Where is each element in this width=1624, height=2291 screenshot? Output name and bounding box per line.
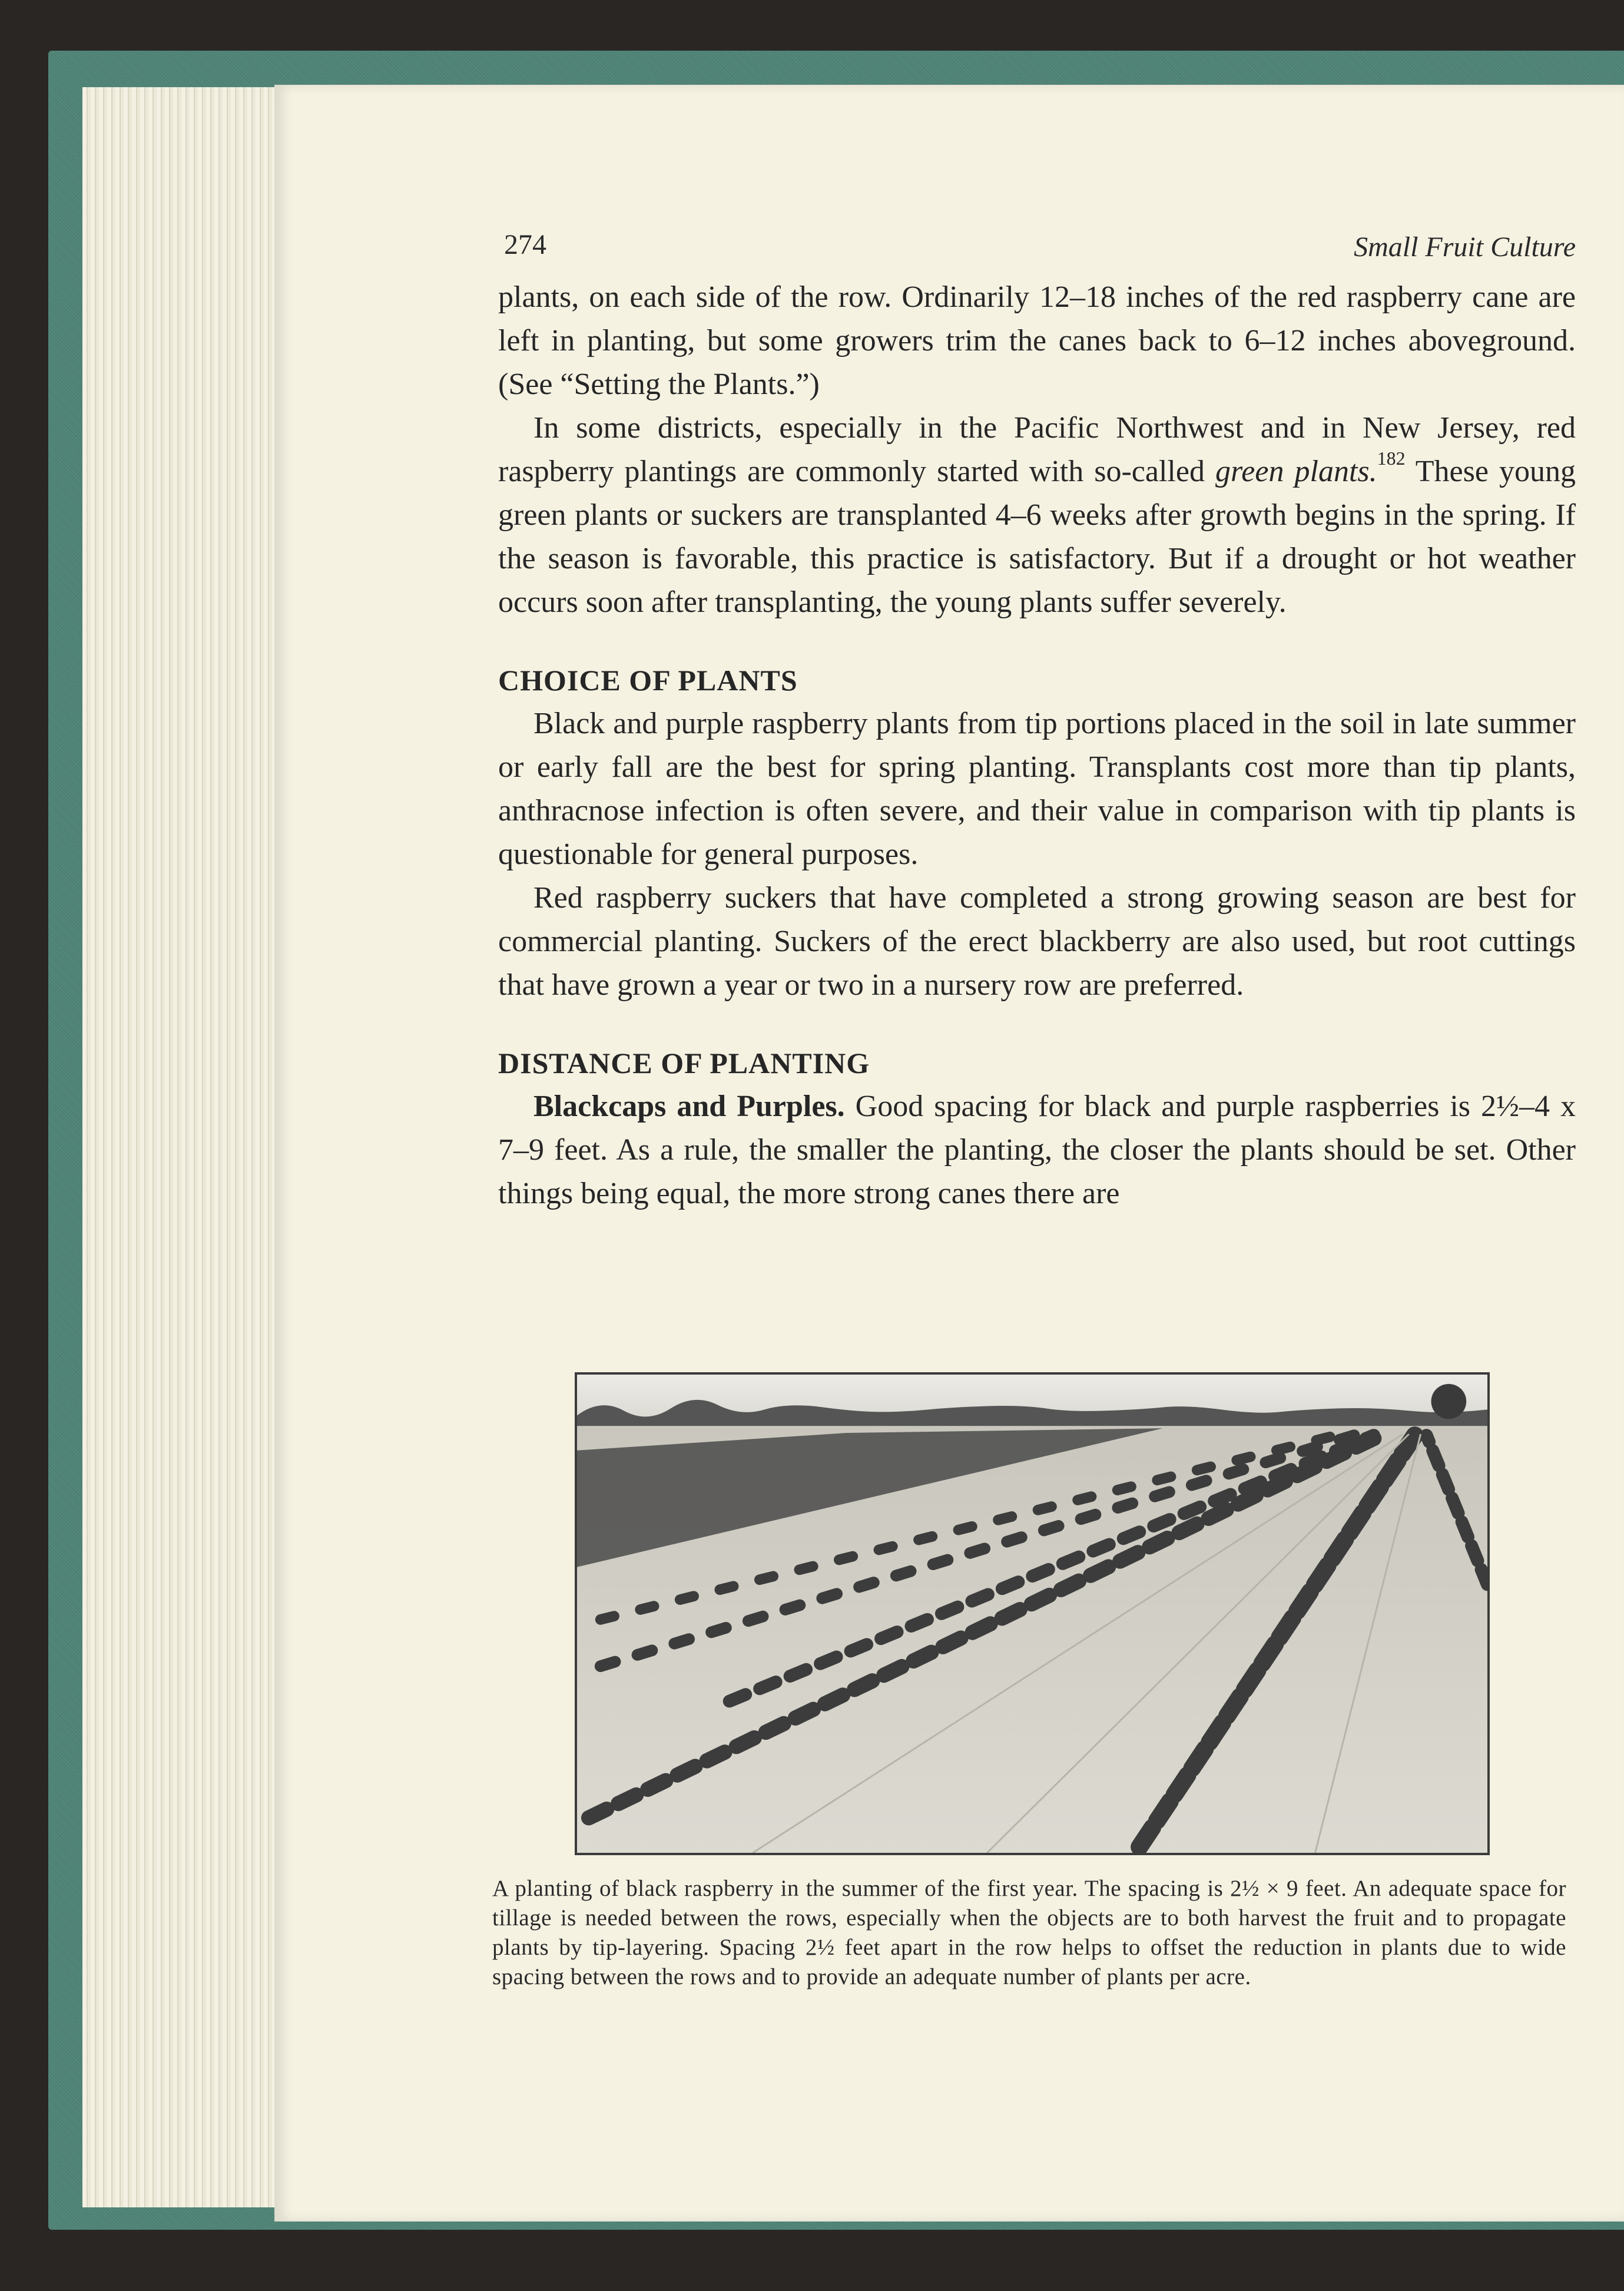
paragraph-text: Good spacing for black and purple raspberries is 2½–4 x 7–9 feet. As a rule, the smaller the planting, the closer the plants should be set. Other things being equal, the more strong canes there are — [498, 1090, 1576, 1210]
running-title: Small Fruit Culture — [1354, 231, 1576, 263]
page-edges — [82, 87, 278, 2207]
footnote-reference[interactable]: 182 — [1377, 448, 1406, 469]
italic-term: green plants. — [1215, 455, 1377, 488]
paragraph — [498, 1085, 1576, 1216]
tree — [1431, 1384, 1466, 1419]
paragraph-text: In some districts, especially in the Pacific Northwest and in New Jersey, red raspberry plantings are commonly started with so-called — [498, 411, 1576, 488]
page-number: 274 — [504, 229, 546, 260]
paragraph: Black and purple raspberry plants from tip portions placed in the soil in late summer or early fall are the best for spring planting. Transplants cost more than tip plants, anthracnose infection is often severe, and their value in comparison with tip plants is questionable for general purposes. — [498, 707, 1576, 871]
figure-caption — [492, 1874, 1566, 1992]
field-illustration — [577, 1375, 1487, 1853]
caption-text: A planting of black raspberry in the summer of the first year. The spacing is 2½ × 9 feet. An adequate space for tillage is needed between the rows, especially when the objects are to both harvest the fruit and to propagate plants by tip-layering. Spacing 2½ feet apart in the row helps to offset the reduction in plants due to wide spacing between the rows and to provide an adequate number of plants per acre. — [492, 1876, 1566, 1989]
paragraph: Red raspberry suckers that have completed a strong growing season are best for commercial planting. Suckers of the erect blackberry are also used, but root cuttings that have grown a year or two in a nursery row are preferred. — [498, 881, 1576, 1002]
paragraph — [498, 406, 1576, 624]
page-header — [504, 229, 1576, 270]
raspberry-field-photo — [575, 1372, 1490, 1855]
paragraph-text: These young green plants or suckers are transplanted 4–6 weeks after growth begins in the spring. If the season is favorable, this practice is satisfactory. But if a drought or hot weather occurs soon after transplanting, the young plants suffer severely. — [498, 455, 1576, 619]
paragraph: plants, on each side of the row. Ordinarily 12–18 inches of the red raspberry cane are left in planting, but some growers trim the canes back to 6–12 inches aboveground. (See “Setting the Plants.”) — [498, 280, 1576, 401]
section-heading-choice-of-plants: CHOICE OF PLANTS — [498, 664, 798, 697]
body-text — [498, 276, 1576, 1216]
run-in-heading: Blackcaps and Purples. — [533, 1090, 845, 1123]
section-heading-distance-of-planting: DISTANCE OF PLANTING — [498, 1047, 870, 1080]
